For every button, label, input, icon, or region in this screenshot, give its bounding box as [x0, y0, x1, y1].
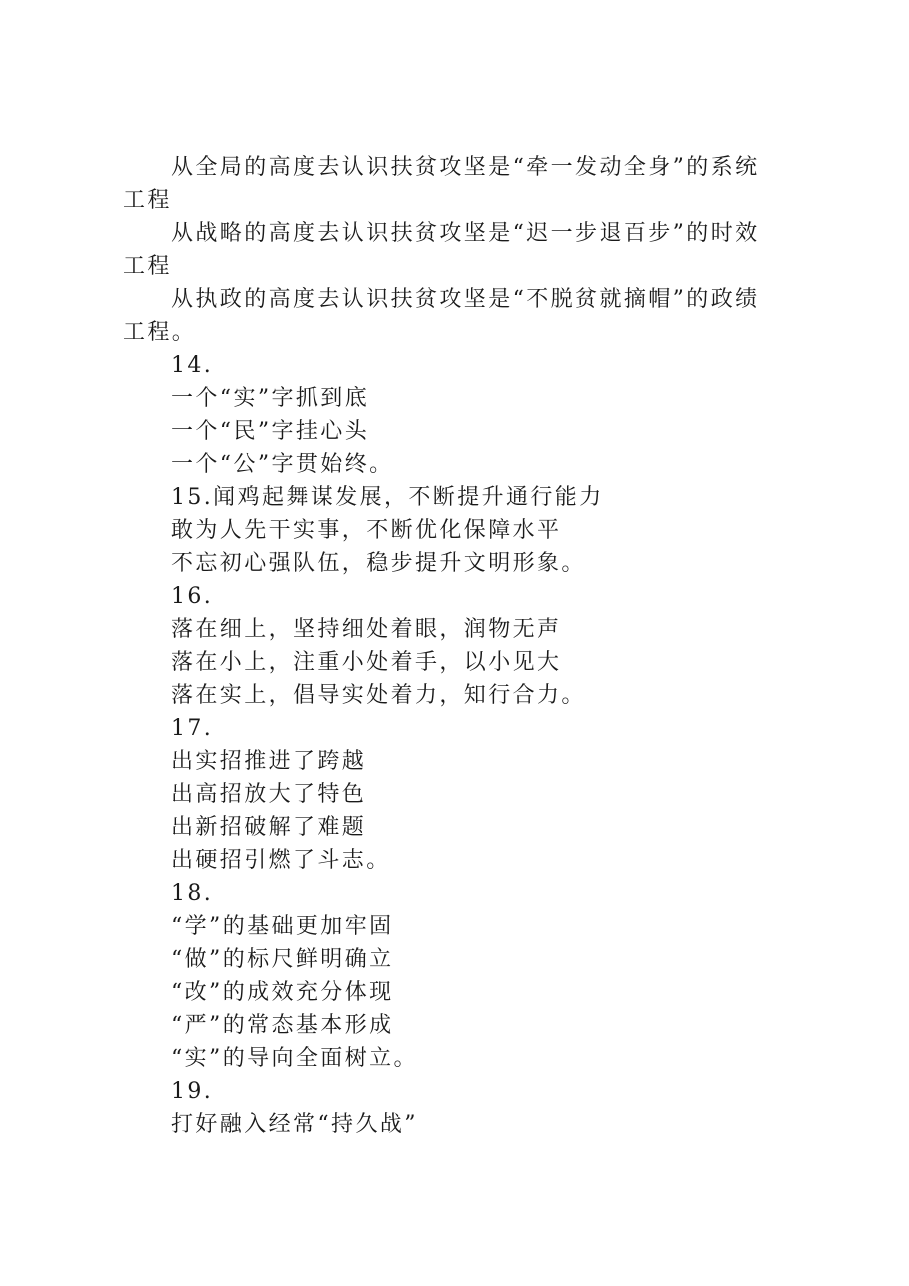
text-line-30: 打好融入经常“持久战”: [171, 1112, 418, 1137]
text-line-9: 一个“民”字挂心头: [171, 419, 370, 444]
text-line-8: 一个“实”字抓到底: [171, 386, 370, 411]
text-line-10: 一个“公”字贯始终。: [171, 452, 394, 477]
text-line-7: 14.: [171, 353, 214, 378]
text-line-27: “严”的常态基本形成: [171, 1013, 394, 1038]
text-line-4: 工程: [123, 254, 172, 279]
text-line-15: 落在细上，坚持细处着眼，润物无声: [171, 617, 562, 642]
text-line-16: 落在小上，注重小处着手，以小见大: [171, 650, 562, 675]
text-line-11: 15.闻鸡起舞谋发展，不断提升通行能力: [171, 485, 604, 510]
text-line-3: 从战略的高度去认识扶贫攻坚是“迟一步退百步”的时效: [171, 221, 760, 246]
text-line-5: 从执政的高度去认识扶贫攻坚是“不脱贫就摘帽”的政绩: [171, 287, 760, 312]
text-line-25: “做”的标尺鲜明确立: [171, 947, 394, 972]
text-line-23: 18.: [171, 881, 214, 906]
text-line-20: 出高招放大了特色: [171, 782, 367, 807]
text-line-1: 从全局的高度去认识扶贫攻坚是“牵一发动全身”的系统: [171, 155, 760, 180]
text-line-26: “改”的成效充分体现: [171, 980, 394, 1005]
text-line-17: 落在实上，倡导实处着力，知行合力。: [171, 683, 586, 708]
text-line-19: 出实招推进了跨越: [171, 749, 367, 774]
text-line-2: 工程: [123, 188, 172, 213]
text-line-13: 不忘初心强队伍，稳步提升文明形象。: [171, 551, 586, 576]
text-line-21: 出新招破解了难题: [171, 815, 367, 840]
text-line-22: 出硬招引燃了斗志。: [171, 848, 391, 873]
text-line-12: 敢为人先干实事，不断优化保障水平: [171, 518, 562, 543]
text-line-6: 工程。: [123, 320, 197, 345]
text-line-24: “学”的基础更加牢固: [171, 914, 394, 939]
text-line-14: 16.: [171, 584, 214, 609]
text-line-18: 17.: [171, 716, 214, 741]
text-line-28: “实”的导向全面树立。: [171, 1046, 418, 1071]
text-line-29: 19.: [171, 1079, 214, 1104]
